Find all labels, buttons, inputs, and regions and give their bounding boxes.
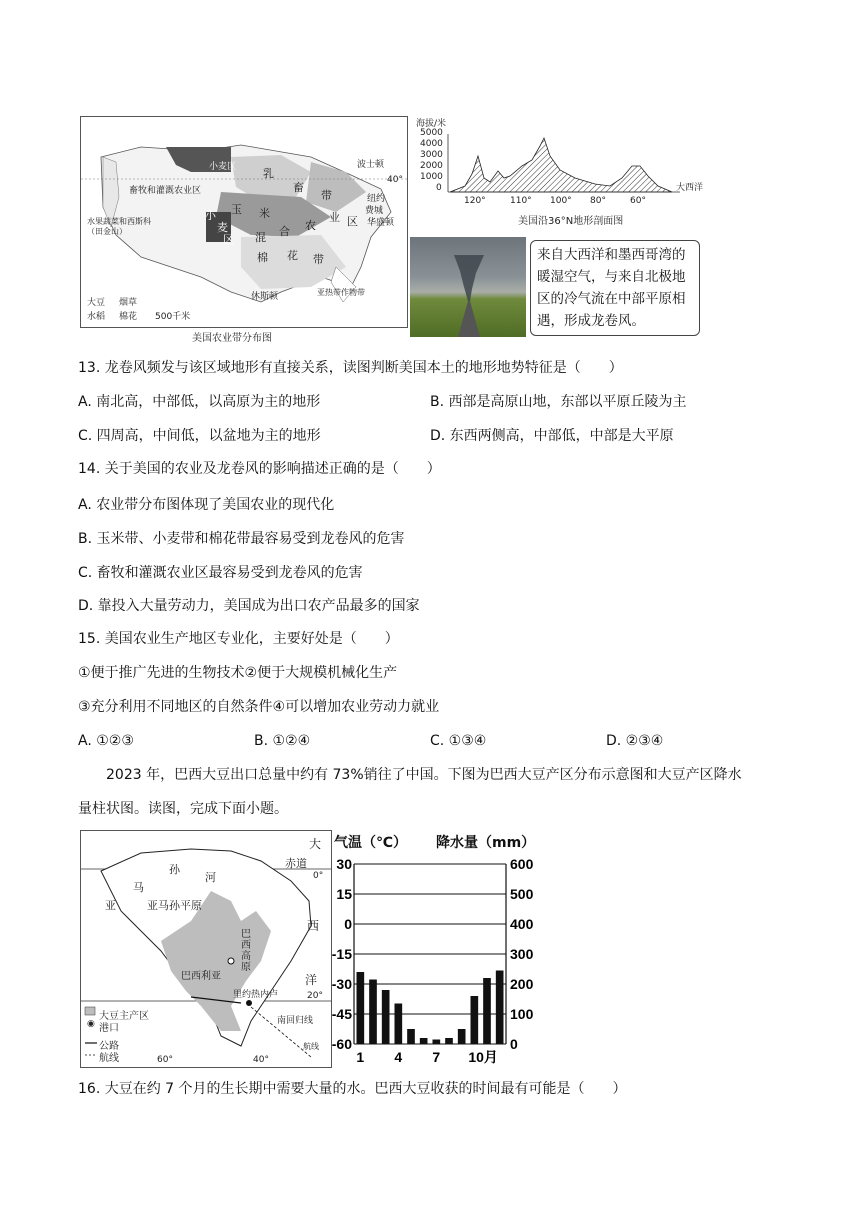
profile-xtick: 110° xyxy=(510,196,532,206)
month-tick-label: 7 xyxy=(432,1049,441,1065)
us-region-label: 乳 xyxy=(263,167,274,180)
subtropical-label: 亚热带作物带 xyxy=(317,288,365,297)
q14-option-d: D. 靠投入大量劳动力，美国成为出口农产品最多的国家 xyxy=(78,598,420,614)
brazil-label: 20° xyxy=(307,991,323,1001)
us-region-label: 合 xyxy=(279,225,290,238)
us-region-label: 带 xyxy=(321,189,332,202)
brazil-label: 赤道 xyxy=(285,857,307,870)
profile-caption: 美国沿36°N地形剖面图 xyxy=(518,216,624,227)
us-agriculture-map xyxy=(80,116,408,328)
precip-bar xyxy=(420,1038,428,1044)
profile-xtick: 120° xyxy=(464,196,486,206)
profile-sea-label: 大西洋 xyxy=(676,183,704,193)
temp-tick-label: 0 xyxy=(344,916,352,932)
legend-cotton: 棉花 xyxy=(119,312,138,322)
intro-paragraph-line1: 2023 年，巴西大豆出口总量中约有 73%销往了中国。下图为巴西大豆产区分布示意图和大豆产区降水 xyxy=(106,767,742,783)
profile-ytick: 5000 xyxy=(420,128,443,138)
us-region-label: 小 xyxy=(205,209,216,222)
question-15-stem: 15. 美国农业生产地区专业化，主要好处是（ ） xyxy=(78,631,399,647)
intro-paragraph-line2: 量柱状图。读图，完成下面小题。 xyxy=(78,801,288,817)
question-14-stem: 14. 关于美国的农业及龙卷风的影响描述正确的是（ ） xyxy=(78,461,441,477)
us-region-label: 区 xyxy=(347,215,358,228)
q15-option-b: B. ①②④ xyxy=(254,733,311,749)
us-region-label: 小麦区 xyxy=(209,162,237,172)
precip-tick-label: 100 xyxy=(510,1006,534,1022)
legend-soy: 大豆主产区 xyxy=(99,1011,149,1022)
us-region-label: 花 xyxy=(287,249,298,262)
scale-bar-label: 500千米 xyxy=(155,312,191,322)
city-label: 华盛顿 xyxy=(367,218,395,228)
month-tick-label: 1 xyxy=(356,1049,365,1065)
us-region-label: 农 xyxy=(305,219,316,232)
profile-ytick: 2000 xyxy=(420,161,443,171)
q15-statements-1: ①便于推广先进的生物技术②便于大规模机械化生产 xyxy=(78,665,398,681)
legend-port: 港口 xyxy=(99,1023,119,1034)
brazil-label: 大 xyxy=(309,837,322,851)
precip-bar xyxy=(407,1029,415,1044)
brazil-label: 0° xyxy=(313,871,324,881)
profile-xtick: 60° xyxy=(630,196,646,206)
brazil-label: 亚 xyxy=(105,899,116,912)
profile-ytick: 1000 xyxy=(420,172,443,182)
precip-bar xyxy=(445,1038,453,1044)
climate-chart xyxy=(331,832,554,1068)
precip-bar xyxy=(471,996,479,1044)
precip-bar xyxy=(483,978,491,1044)
profile-ytick: 4000 xyxy=(420,139,443,149)
q13-option-a: A. 南北高，中部低，以高原为主的地形 xyxy=(78,394,321,410)
question-16-stem: 16. 大豆在约 7 个月的生长期中需要大量的水。巴西大豆收获的时间最有可能是（ ） xyxy=(78,1081,627,1097)
us-map-caption: 美国农业带分布图 xyxy=(192,333,272,344)
profile-ylabel: 海拔/米 xyxy=(416,119,447,129)
brazil-soy-map xyxy=(80,830,332,1068)
brazil-label: 孙 xyxy=(169,863,180,876)
brazil-label: 亚马孙平原 xyxy=(147,899,202,912)
us-region-label: 麦 xyxy=(217,221,228,234)
legend-rice: 水稻 xyxy=(87,312,106,322)
temp-tick-label: -15 xyxy=(331,946,352,962)
profile-ytick: 0 xyxy=(436,183,442,193)
precip-tick-label: 0 xyxy=(510,1036,518,1052)
latitude-label: 40° xyxy=(387,175,403,185)
tornado-photo xyxy=(410,237,526,337)
city-label: 费城 xyxy=(365,206,384,216)
temp-tick-label: 15 xyxy=(336,886,352,902)
brazil-label: 巴西利亚 xyxy=(181,971,221,982)
terrain-profile xyxy=(410,116,706,230)
port-icon: ◉ xyxy=(87,1019,95,1029)
temp-tick-label: -30 xyxy=(331,976,352,992)
legend-route: 航线 xyxy=(99,1053,119,1064)
q15-statements-2: ③充分利用不同地区的自然条件④可以增加农业劳动力就业 xyxy=(78,699,440,715)
q15-option-c: C. ①③④ xyxy=(430,733,487,749)
temperature-axis-label: 气温（℃） xyxy=(334,835,407,851)
city-label: 波士顿 xyxy=(357,160,385,170)
q14-option-b: B. 玉米带、小麦带和棉花带最容易受到龙卷风的危害 xyxy=(78,531,405,547)
brazil-label: 西 xyxy=(307,919,320,933)
profile-xtick: 100° xyxy=(550,196,572,206)
temp-tick-label: -45 xyxy=(331,1006,352,1022)
precip-bar xyxy=(433,1040,441,1045)
q14-option-c: C. 畜牧和灌溉农业区最容易受到龙卷风的危害 xyxy=(78,565,363,581)
legend-soybean: 大豆 xyxy=(87,298,106,308)
precip-bar xyxy=(496,971,504,1045)
q13-option-b: B. 西部是高原山地，东部以平原丘陵为主 xyxy=(430,394,687,410)
q14-option-a: A. 农业带分布图体现了美国农业的现代化 xyxy=(78,497,335,513)
us-region-label: 混 xyxy=(255,231,266,244)
precip-tick-label: 400 xyxy=(510,916,534,932)
us-region-label: 区 xyxy=(223,233,234,246)
tornado-graphic xyxy=(410,237,526,337)
brazil-label: 南回归线 xyxy=(277,1016,314,1026)
us-region-label: 米 xyxy=(259,207,270,220)
brazil-label: 里约热内卢 xyxy=(233,990,279,1000)
us-region-label: 玉 xyxy=(231,203,242,216)
us-region-label: 业 xyxy=(329,211,340,224)
brazil-label: 巴西高原 xyxy=(241,929,251,973)
precip-bar xyxy=(458,1029,466,1044)
precip-bar xyxy=(357,972,365,1044)
precip-tick-label: 200 xyxy=(510,976,534,992)
legend-tobacco: 烟草 xyxy=(119,298,138,308)
precip-tick-label: 500 xyxy=(510,886,534,902)
brazil-label: 40° xyxy=(253,1055,269,1065)
temp-tick-label: -60 xyxy=(331,1036,352,1052)
precip-tick-label: 600 xyxy=(510,856,534,872)
precip-bar xyxy=(395,1004,403,1045)
precip-bar xyxy=(382,990,390,1044)
q15-option-a: A. ①②③ xyxy=(78,733,134,749)
city-label: 纽约 xyxy=(367,194,386,204)
brazil-label: 60° xyxy=(157,1055,173,1065)
us-region-label: 畜 xyxy=(293,181,304,194)
precip-tick-label: 300 xyxy=(510,946,534,962)
city-label: 休斯顿 xyxy=(251,292,279,302)
q13-option-c: C. 四周高，中间低，以盆地为主的地形 xyxy=(78,428,321,444)
question-13-stem: 13. 龙卷风频发与该区域地形有直接关系，读图判断美国本土的地形地势特征是（ ） xyxy=(78,360,623,376)
profile-xtick: 80° xyxy=(590,196,606,206)
brazil-label: 洋 xyxy=(305,973,318,987)
climate-chart-svg xyxy=(331,832,554,1068)
month-tick-label: 10月 xyxy=(468,1049,498,1065)
month-tick-label: 4 xyxy=(394,1049,403,1065)
us-region-label: 带 xyxy=(313,253,324,266)
brazil-label: 河 xyxy=(205,871,216,884)
us-region-label: 水果蔬菜和西斯科（田金山） xyxy=(87,217,151,236)
precip-bar xyxy=(369,980,377,1045)
q13-option-d: D. 东西两侧高，中部低，中部是大平原 xyxy=(430,428,674,444)
precipitation-axis-label: 降水量（mm） xyxy=(436,835,536,851)
tornado-callout: 来自大西洋和墨西哥湾的暖湿空气，与来自北极地区的冷气流在中部平原相遇，形成龙卷风。 xyxy=(530,240,700,336)
us-region-label: 畜牧和灌溉农业区 xyxy=(129,186,202,196)
us-region-label: 棉 xyxy=(257,251,268,264)
profile-ytick: 3000 xyxy=(420,150,443,160)
legend-road: 公路 xyxy=(99,1041,119,1052)
brazil-label: 马 xyxy=(133,881,144,894)
temp-tick-label: 30 xyxy=(336,856,352,872)
brazil-label: 航线 xyxy=(303,1042,319,1051)
q15-option-d: D. ②③④ xyxy=(606,733,664,749)
